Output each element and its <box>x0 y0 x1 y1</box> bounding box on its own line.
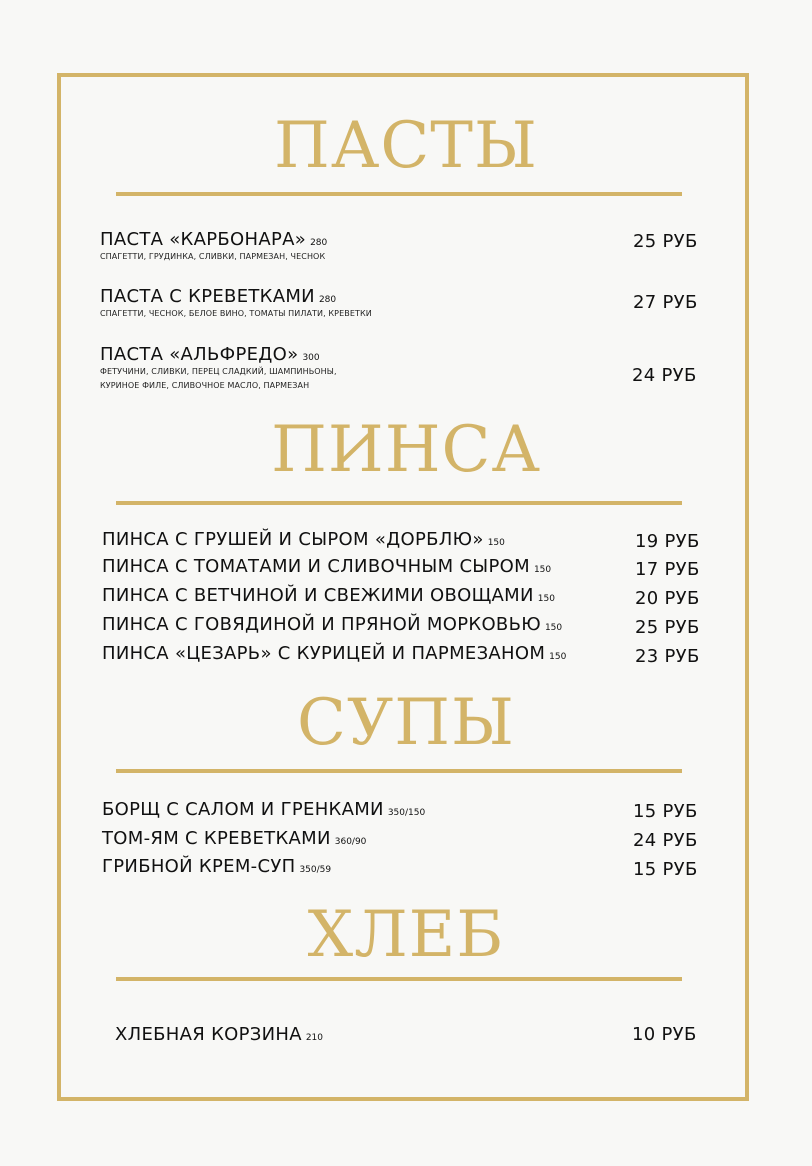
item-name: ПАСТА «КАРБОНАРА» <box>100 229 307 250</box>
item-weight: 150 <box>537 594 555 604</box>
section-divider <box>116 977 682 981</box>
item-description: СПАГЕТТИ, ГРУДИНКА, СЛИВКИ, ПАРМЕЗАН, ЧЕСНОК <box>100 252 326 261</box>
item-price: 27 РУБ <box>633 292 698 313</box>
item-price: 24 РУБ <box>633 830 698 851</box>
item-name: ГРИБНОЙ КРЕМ-СУП <box>102 856 296 877</box>
item-price: 10 РУБ <box>632 1024 697 1045</box>
item-name-line <box>102 643 566 668</box>
section-divider <box>116 501 682 505</box>
item-weight: 280 <box>318 295 337 305</box>
item-name-line <box>102 529 505 554</box>
section-divider <box>116 769 682 773</box>
item-weight: 150 <box>544 623 563 633</box>
item-weight: 150 <box>549 652 567 662</box>
item-name: ПАСТА С КРЕВЕТКАМИ <box>100 286 315 307</box>
item-name-line <box>102 585 555 610</box>
item-name: ПАСТА «АЛЬФРЕДО» <box>100 344 299 365</box>
item-name: ПИНСА С ГРУШЕЙ И СЫРОМ «ДОРБЛЮ» <box>102 529 484 550</box>
item-price: 15 РУБ <box>633 859 698 880</box>
item-name-line <box>102 856 331 881</box>
item-weight: 210 <box>305 1033 324 1043</box>
item-weight: 300 <box>302 353 320 363</box>
section-divider <box>116 192 682 196</box>
item-name: ПИНСА С ТОМАТАМИ И СЛИВОЧНЫМ СЫРОМ <box>102 556 530 577</box>
item-name: ТОМ-ЯМ С КРЕВЕТКАМИ <box>102 828 331 849</box>
item-price: 25 РУБ <box>633 231 698 252</box>
item-price: 19 РУБ <box>635 531 700 552</box>
item-weight: 280 <box>310 238 328 248</box>
item-name-line <box>115 1024 323 1049</box>
section-title-pinsa: ПИНСА <box>271 413 541 487</box>
item-name: ПИНСА С ГОВЯДИНОЙ И ПРЯНОЙ МОРКОВЬЮ <box>102 614 541 635</box>
item-weight: 350/150 <box>387 808 426 818</box>
item-weight: 360/90 <box>334 837 367 847</box>
item-description: СПАГЕТТИ, ЧЕСНОК, БЕЛОЕ ВИНО, ТОМАТЫ ПИЛАТИ, КРЕВЕТКИ <box>100 309 372 318</box>
item-price: 20 РУБ <box>635 588 700 609</box>
item-weight: 150 <box>533 565 552 575</box>
item-price: 23 РУБ <box>635 646 700 667</box>
item-name: ПИНСА С ВЕТЧИНОЙ И СВЕЖИМИ ОВОЩАМИ <box>102 585 534 606</box>
item-name-line <box>102 828 366 853</box>
item-price: 17 РУБ <box>635 559 700 580</box>
item-name: ПИНСА «ЦЕЗАРЬ» С КУРИЦЕЙ И ПАРМЕЗАНОМ <box>102 643 546 664</box>
item-description: КУРИНОЕ ФИЛЕ, СЛИВОЧНОЕ МАСЛО, ПАРМЕЗАН <box>100 381 310 390</box>
item-name-line <box>102 614 562 639</box>
section-title-pasta: ПАСТЫ <box>274 109 538 183</box>
item-weight: 150 <box>487 538 505 548</box>
item-name: БОРЩ С САЛОМ И ГРЕНКАМИ <box>102 799 384 820</box>
item-description: ФЕТУЧИНИ, СЛИВКИ, ПЕРЕЦ СЛАДКИЙ, ШАМПИНЬОНЫ, <box>100 367 337 376</box>
section-title-bread: ХЛЕБ <box>307 898 505 972</box>
item-price: 25 РУБ <box>635 617 700 638</box>
item-price: 15 РУБ <box>633 801 698 822</box>
item-name-line <box>102 556 551 581</box>
item-weight: 350/59 <box>299 865 332 875</box>
section-title-soups: СУПЫ <box>297 686 515 760</box>
item-name-line <box>102 799 425 824</box>
item-name: ХЛЕБНАЯ КОРЗИНА <box>115 1024 302 1045</box>
item-price: 24 РУБ <box>632 365 697 386</box>
